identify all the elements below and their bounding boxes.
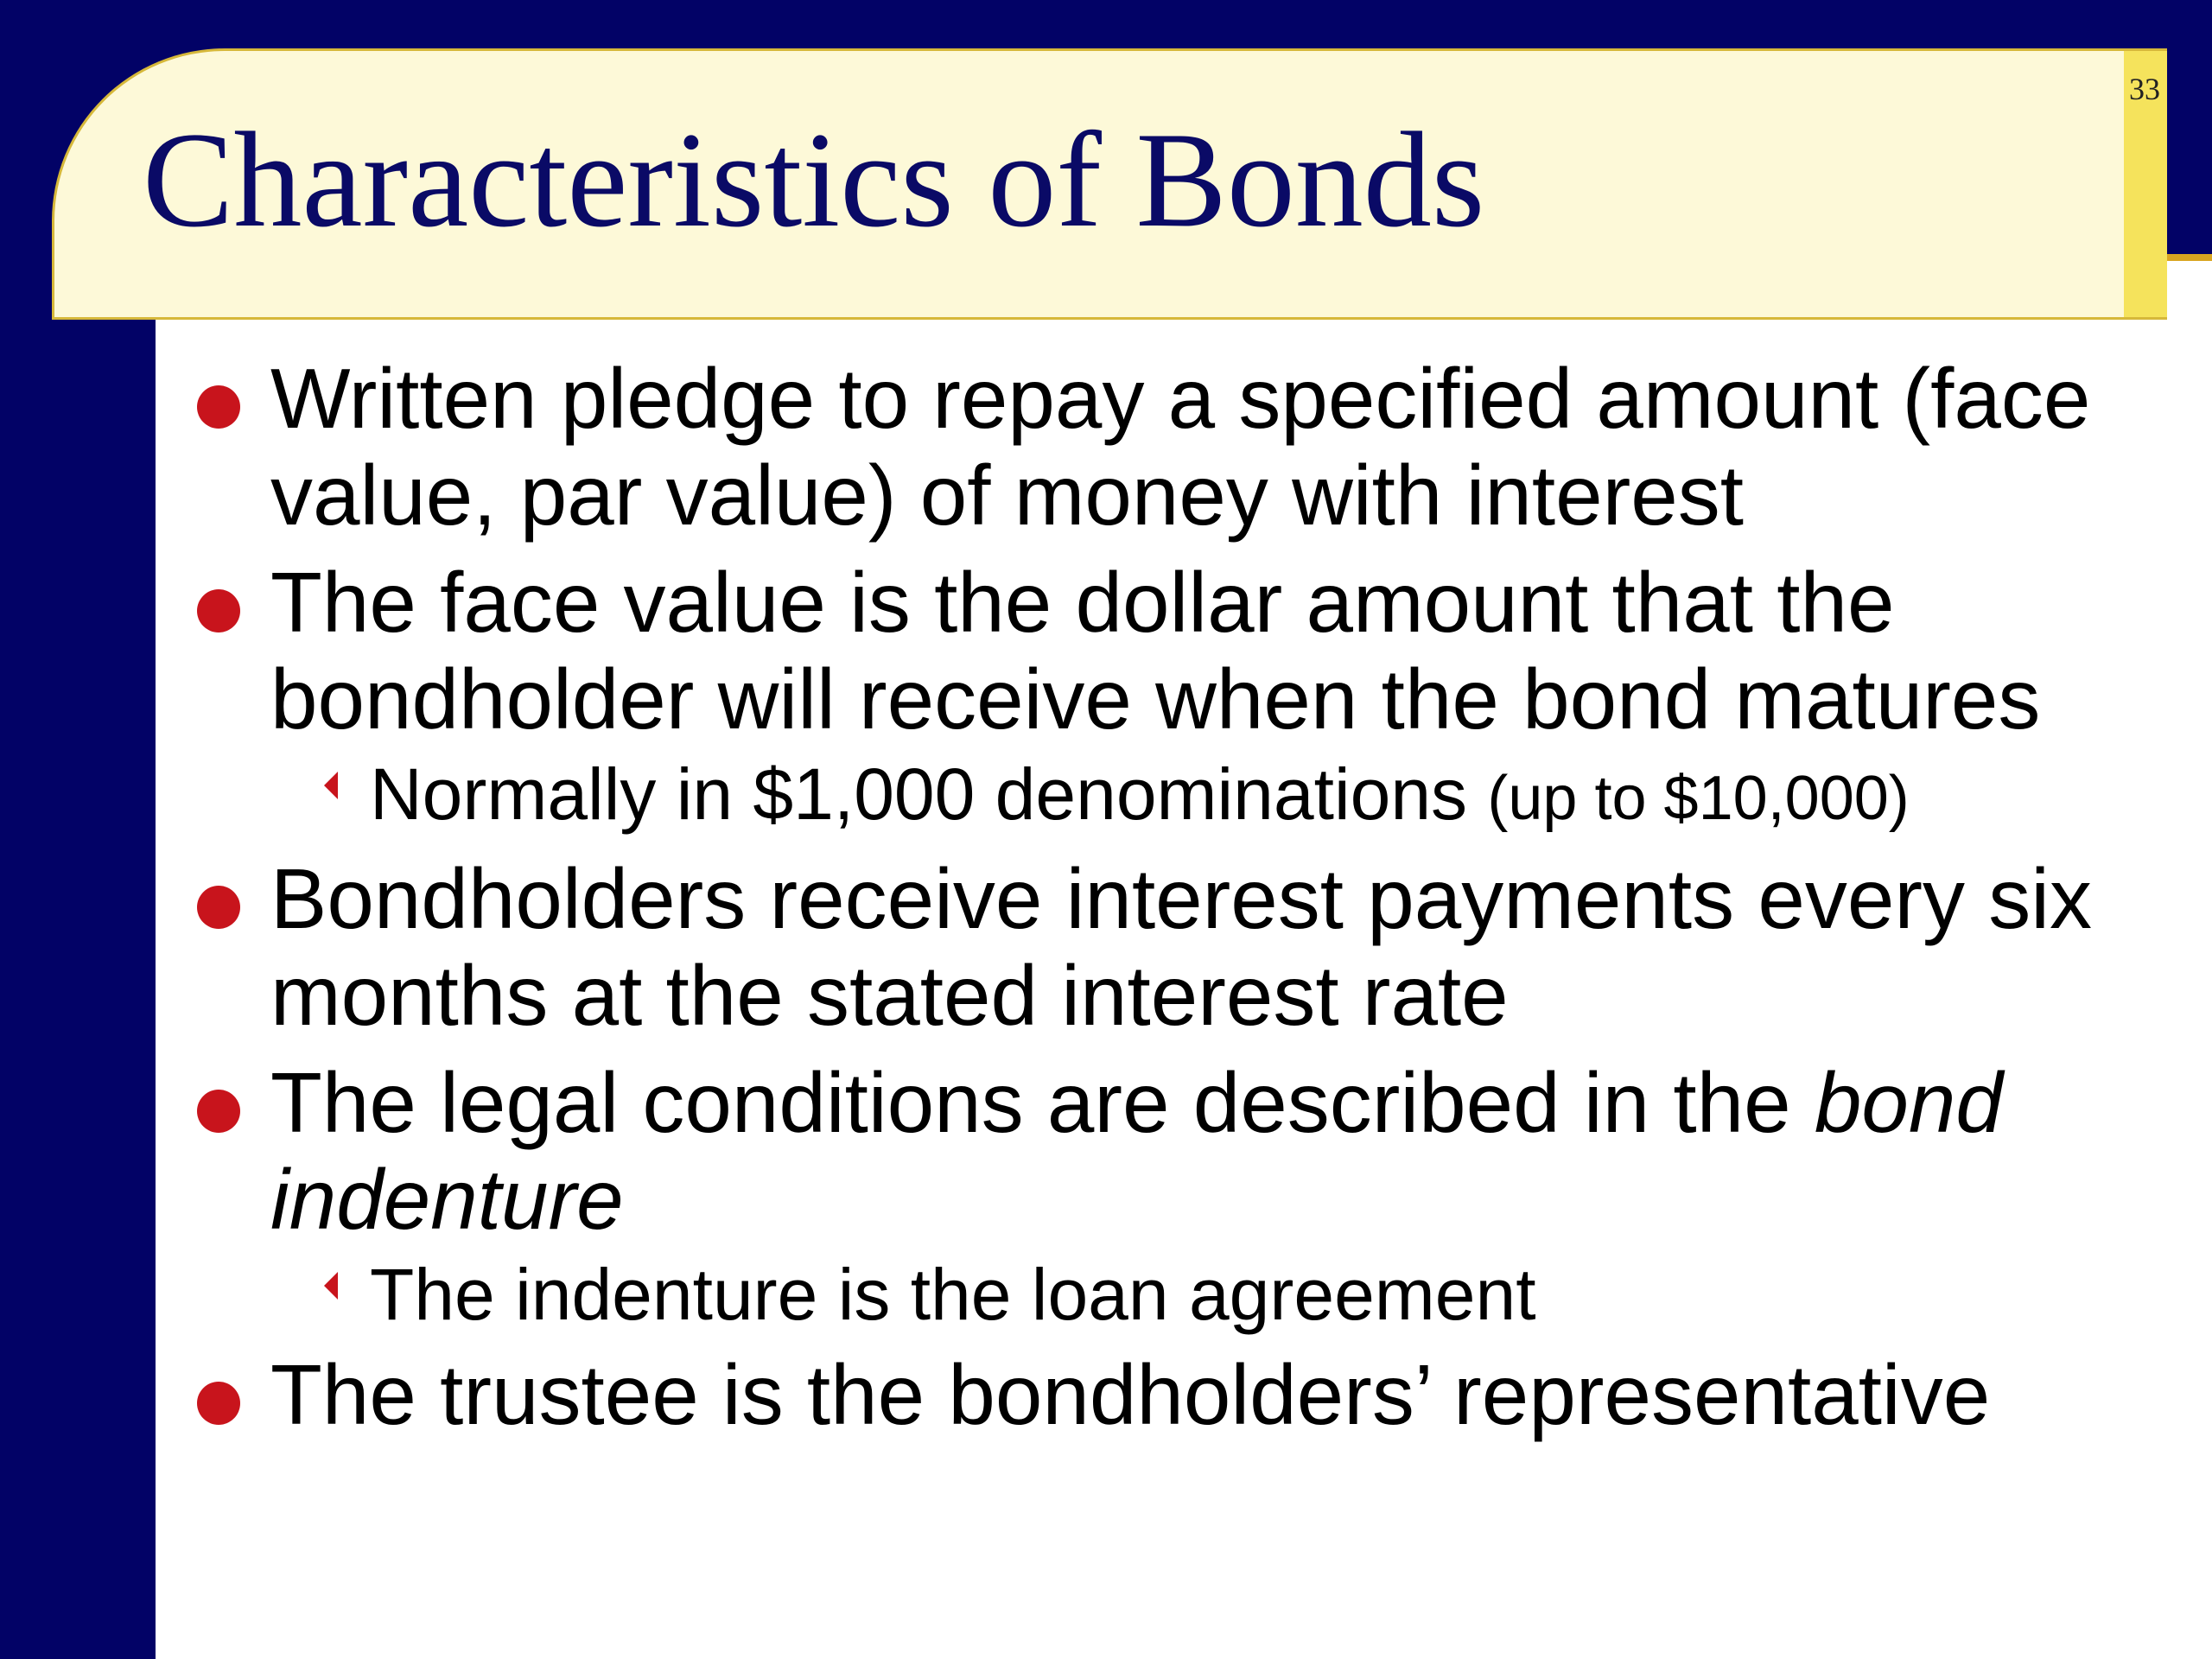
bullet-arrow-icon bbox=[324, 1272, 338, 1300]
bullet-list bbox=[197, 350, 2184, 1453]
gold-accent-line bbox=[2167, 254, 2212, 261]
bullet-arrow-icon bbox=[324, 772, 338, 799]
bullet-item bbox=[197, 850, 2184, 1044]
page-number: 33 bbox=[2129, 72, 2160, 106]
bullet-text: Bondholders receive interest payments every six months at the stated interest rate bbox=[270, 851, 2093, 1043]
bullet-dot-icon bbox=[197, 1382, 240, 1425]
bullet-item bbox=[197, 554, 2184, 747]
bullet-text: The face value is the dollar amount that the bondholder will receive when the bond matures bbox=[270, 555, 2041, 747]
bullet-text: Written pledge to repay a specified amount (face value, par value) of money with interest bbox=[270, 351, 2091, 543]
bullet-item bbox=[197, 1346, 2184, 1443]
sub-bullet-item bbox=[197, 1253, 2184, 1336]
bullet-item bbox=[197, 350, 2184, 543]
sub-bullet-item bbox=[197, 753, 2184, 840]
bullet-dot-icon bbox=[197, 385, 240, 429]
bullet-term-italic: bond indenture bbox=[270, 1055, 2003, 1247]
bullet-text: The trustee is the bondholders’ representative bbox=[270, 1347, 1991, 1442]
sub-bullet-text: The indenture is the loan agreement bbox=[370, 1254, 1536, 1335]
bullet-dot-icon bbox=[197, 886, 240, 929]
sub-bullet-aside: (up to $10,000) bbox=[1487, 764, 1910, 833]
bullet-item bbox=[197, 1054, 2184, 1248]
bullet-dot-icon bbox=[197, 1090, 240, 1133]
sub-bullet-text: Normally in $1,000 denominations bbox=[370, 753, 1468, 835]
slide-title: Characteristics of Bonds bbox=[143, 105, 1485, 256]
bullet-text: The legal conditions are described in the bbox=[270, 1055, 1791, 1150]
bullet-dot-icon bbox=[197, 589, 240, 632]
